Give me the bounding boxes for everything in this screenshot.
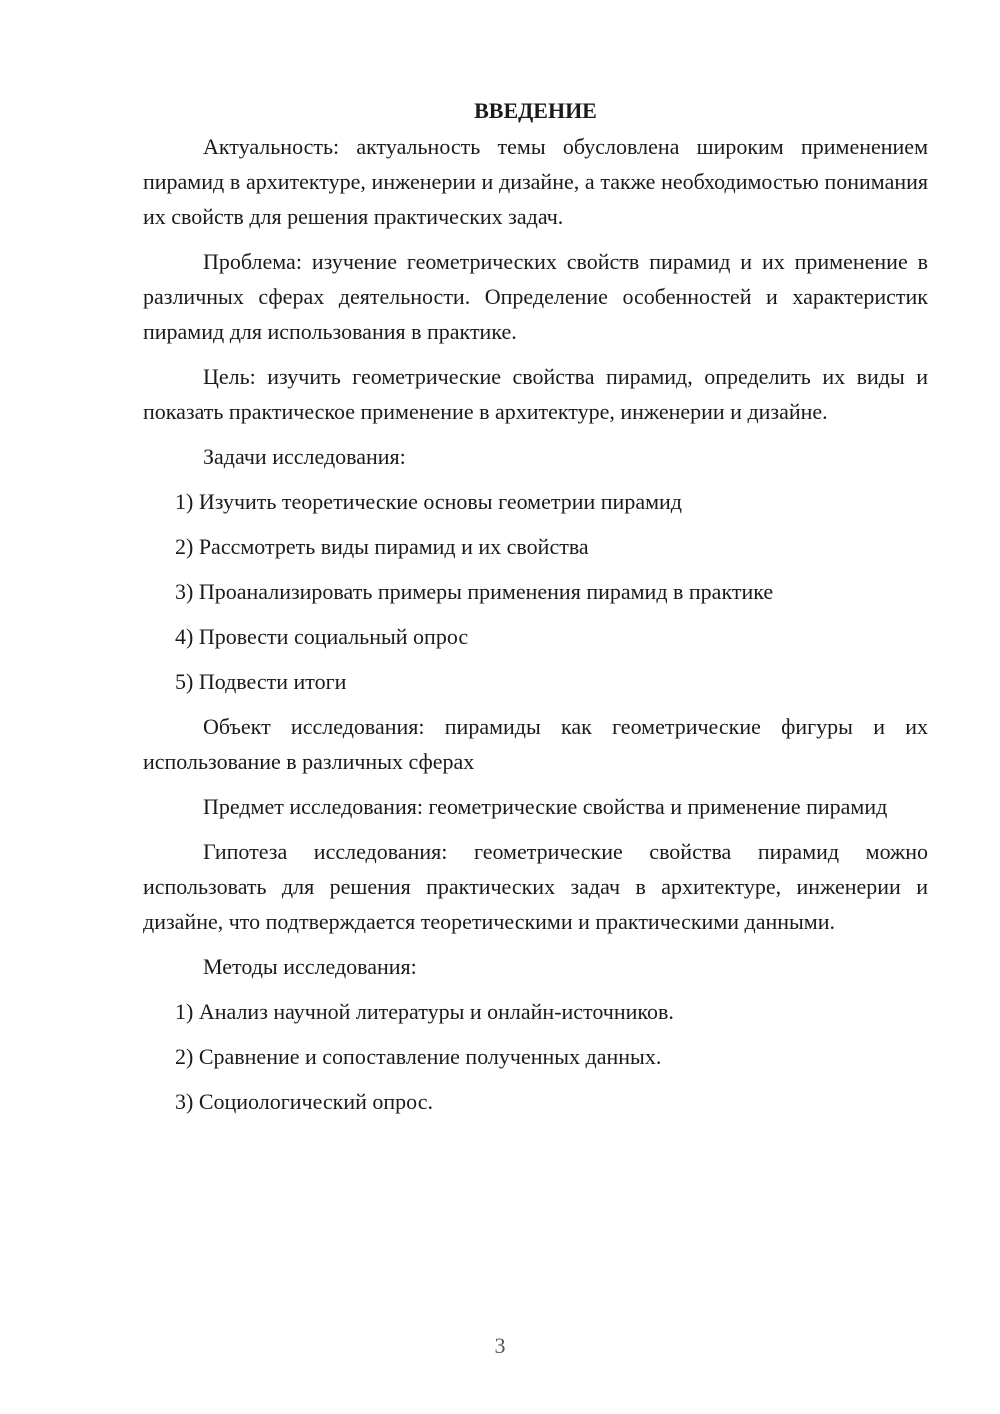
methods-heading: Методы исследования:: [203, 954, 417, 979]
task-item: 4) Провести социальный опрос: [175, 624, 469, 649]
task-item: 1) Изучить теоретические основы геометрии пирамид: [175, 489, 682, 514]
hypothesis-paragraph: Гипотеза исследования: геометрические свойства пирамид можно использовать для решения практических задач в архитектуре, инженерии и дизайне, что подтверждается теоретическими и практическими данными.: [143, 839, 928, 934]
relevance-paragraph: Актуальность: актуальность темы обусловлена широким применением пирамид в архитектуре, инженерии и дизайне, а также необходимостью понимания их свойств для решения практических задач.: [143, 134, 928, 229]
method-item: 1) Анализ научной литературы и онлайн-источников.: [175, 999, 674, 1024]
document-page: [143, 95, 928, 1129]
subject-paragraph: Предмет исследования: геометрические свойства и применение пирамид: [203, 794, 888, 819]
problem-paragraph: Проблема: изучение геометрических свойств пирамид и их применение в различных сферах деятельности. Определение особенностей и характеристик пирамид для использования в практике.: [143, 249, 928, 344]
section-title: ВВЕДЕНИЕ: [474, 98, 597, 123]
page-number: 3: [494, 1333, 506, 1358]
object-paragraph: Объект исследования: пирамиды как геометрические фигуры и их использование в различных сферах: [143, 714, 928, 774]
goal-paragraph: Цель: изучить геометрические свойства пирамид, определить их виды и показать практическое применение в архитектуре, инженерии и дизайне.: [143, 364, 928, 424]
method-item: 2) Сравнение и сопоставление полученных данных.: [175, 1044, 662, 1069]
tasks-heading: Задачи исследования:: [203, 444, 406, 469]
method-item: 3) Социологический опрос.: [175, 1089, 433, 1114]
task-item: 3) Проанализировать примеры применения пирамид в практике: [175, 579, 774, 604]
task-item: 2) Рассмотреть виды пирамид и их свойства: [175, 534, 589, 559]
task-item: 5) Подвести итоги: [175, 669, 347, 694]
